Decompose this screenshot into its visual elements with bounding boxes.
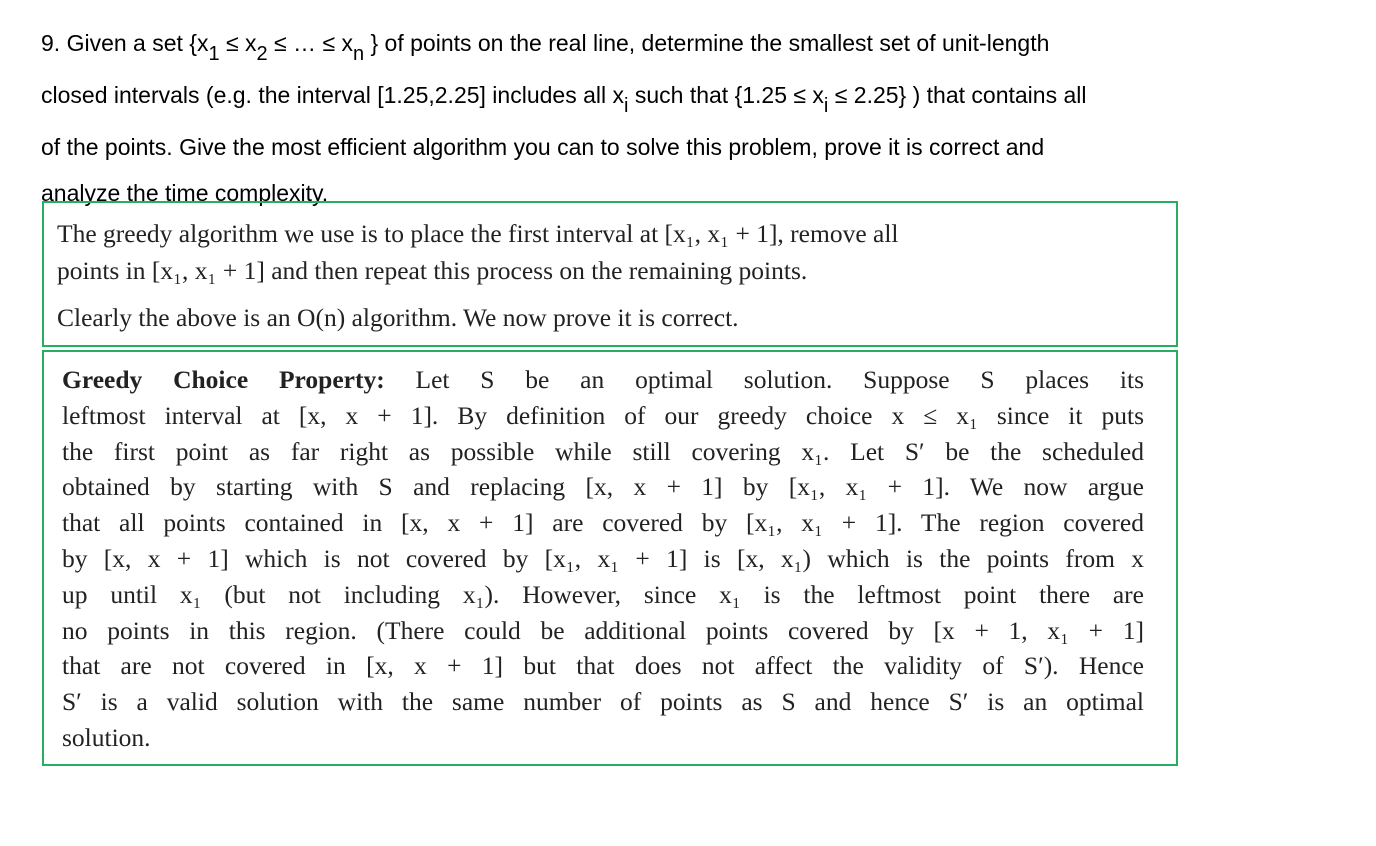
proof-heading: Greedy Choice Property: xyxy=(62,365,385,394)
question-line-3: of the points. Give the most efficient algorithm you can to solve this problem, prove it is correct and xyxy=(41,134,1045,160)
question-text-part: Given a set {x xyxy=(66,30,209,56)
question-text-part: ≤ x xyxy=(219,30,257,56)
proof-line: the first point as far right as possible while still covering x₁. Let S′ be the scheduled xyxy=(62,436,1144,466)
proof-line xyxy=(62,362,1144,398)
algorithm-box xyxy=(42,201,1178,347)
question-text xyxy=(41,22,1341,210)
algorithm-line-2: points in [x₁, x₁ + 1] and then repeat this process on the remaining points. xyxy=(57,256,808,285)
question-line-1 xyxy=(41,22,1341,74)
question-line-4: analyze the time complexity. xyxy=(41,180,329,206)
question-text-part: ≤ 2.25} ) that contains all xyxy=(828,82,1087,108)
subscript: n xyxy=(352,43,365,65)
proof-line: that all points contained in [x, x + 1] are covered by [x₁, x₁ + 1]. The region covered xyxy=(62,508,1144,538)
proof-line: up until x₁ (but not including x₁). However, since x₁ is the leftmost point there are xyxy=(62,579,1144,609)
question-text-part: such that {1.25 ≤ x xyxy=(628,82,824,108)
subscript: i xyxy=(823,95,829,117)
subscript: 1 xyxy=(208,43,220,65)
question-text-part: } of points on the real line, determine the smallest set of unit-length xyxy=(364,30,1050,56)
proof-line: obtained by starting with S and replacing [x, x + 1] by [x₁, x₁ + 1]. We now argue xyxy=(62,472,1144,502)
proof-line: S′ is a valid solution with the same number of points as S and hence S′ is an optimal xyxy=(62,687,1144,717)
question-line-2 xyxy=(41,74,1341,126)
algorithm-line-3: Clearly the above is an O(n) algorithm. We now prove it is correct. xyxy=(57,303,739,332)
subscript: 2 xyxy=(256,43,268,65)
question-number: 9. xyxy=(41,30,61,56)
subscript: i xyxy=(624,95,629,117)
question-text-part: closed intervals (e.g. the interval [1.25,2.25] includes all x xyxy=(41,82,624,108)
proof-line: solution. xyxy=(62,722,151,752)
proof-line: by [x, x + 1] which is not covered by [x₁, x₁ + 1] is [x, x₁) which is the points from x xyxy=(62,543,1144,573)
proof-line: that are not covered in [x, x + 1] but that does not affect the validity of S′). Hence xyxy=(62,651,1144,681)
question-text-part: ≤ … ≤ x xyxy=(267,30,353,56)
proof-box xyxy=(42,350,1178,766)
algorithm-line-1: The greedy algorithm we use is to place the first interval at [x₁, x₁ + 1], remove all xyxy=(57,219,899,248)
proof-line-text: Let S be an optimal solution. Suppose S places its xyxy=(415,365,1144,394)
proof-line: no points in this region. (There could be additional points covered by [x + 1, x₁ + 1] xyxy=(62,615,1144,645)
proof-line: leftmost interval at [x, x + 1]. By definition of our greedy choice x ≤ x₁ since it puts xyxy=(62,400,1144,430)
